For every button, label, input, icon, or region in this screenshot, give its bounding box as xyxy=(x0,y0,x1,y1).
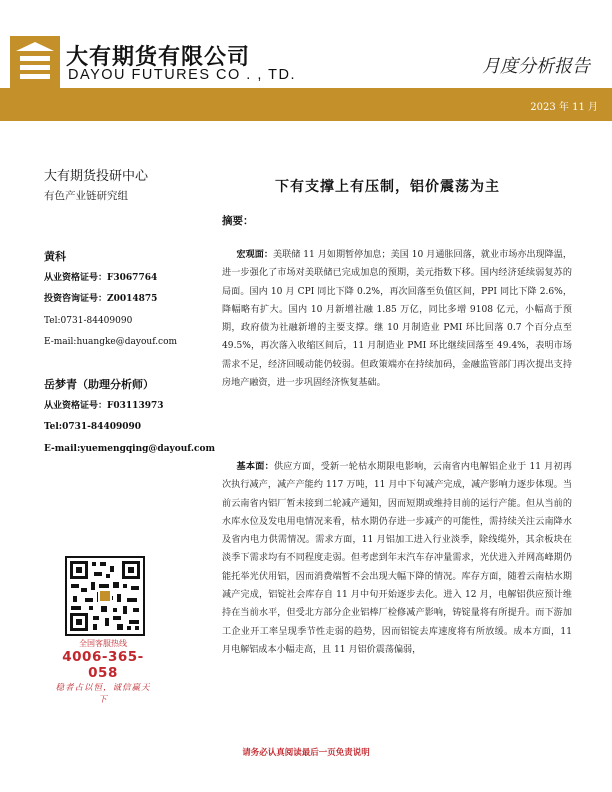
fundamental-text: 供应方面，受新一轮枯水期限电影响，云南省内电解铝企业于 11 月初再次执行减产，减产产能约 117 万吨，11 月中下旬减产完成，减产影响力逐步体现。当前云南省内铝厂暂未接到二轮减产通知，因而短期或维持目前的运行产能。但从当前的水库水位及发电用电情况来看，枯水期仍存进一步减产的可能性，需持续关注云南降水及省内电力供需情况。需求方面，11 月铝加工进入行业淡季，除线缆外，其余板块在淡季下需求均有不同程度走弱。但考虑到年末汽车存冲量需求，光伏进入并网高峰期仍能托举光伏用铝，因而消费端暂不会出现大幅下降的情况。库存方面，随着云南枯水期减产完成，铝锭社会库存自 11 月中旬开始逐步去化。进入 12 月，电解铝供应预计维持在当前水平，但受北方部分企业铝棒厂检修减产影响，铸锭量将有所提升。而下游加工企业开工率呈现季节性走弱的趋势，因而铝锭去库速度将有所放缓。成本方面，11 月电解铝成本小幅走高，且 11 月铝价震荡偏弱， xyxy=(222,462,572,655)
company-logo-icon xyxy=(10,36,60,88)
analyst-email[interactable]: E-mail:huangke@dayouf.com xyxy=(44,337,178,347)
analyst-name: 黄科 xyxy=(44,250,66,263)
macro-paragraph xyxy=(222,246,572,392)
summary-label: 摘要： xyxy=(222,215,254,227)
hotline-label: 全国客服热线 xyxy=(79,639,127,648)
fundamental-label: 基本面： xyxy=(236,461,274,472)
report-type: 月度分析报告 xyxy=(482,56,590,77)
research-center-name: 大有期货投研中心 xyxy=(44,169,149,184)
company-name-cn: 大有期货有限公司 xyxy=(66,45,251,70)
analyst-qualification: 从业资格证号：F3067764 xyxy=(44,272,158,283)
hotline-number: 4006-365-058 xyxy=(62,649,144,681)
header-band xyxy=(0,88,612,121)
analyst-consulting-id: 投资咨询证号：Z0014875 xyxy=(44,294,158,304)
disclaimer-link[interactable]: 请务必认真阅读最后一页免责说明 xyxy=(242,748,370,758)
qr-code-icon xyxy=(65,556,145,636)
analyst-tel: Tel:0731-84409090 xyxy=(44,422,142,432)
analyst-card xyxy=(44,374,215,460)
company-slogan: 稳者占以恒，诚信赢天下 xyxy=(55,683,151,705)
macro-text: 美联储 11 月如期暂停加息；美国 10 月通胀回落，就业市场亦出现降温，进一步强化了市场对美联储已完成加息的预期，美元指数下移。国内经济延续弱复苏的局面。国内 10 月 CPI 同比下降 0.2%，再次回落至负值区间，PPI 同比下降 2.6%，降幅略有扩大。国内 10 月新增社融 1.85 万亿，同比多增 9108 亿元，小幅高于预期，政府债为社融新增的主要支撑。继 10 月制造业 PMI 环比回落 0.7 个百分点至 49.5%，再次落入收缩区间后，11 月制造业 PMI 环比继续回落至 49.4%，表明市场需求不足，经济回暖动能仍较弱。但政策端亦在持续加码，金融监管部门再次提出支持房地产融资，进一步巩固经济恢复基础。 xyxy=(222,250,572,389)
macro-label: 宏观面： xyxy=(236,249,273,260)
company-name-en: DAYOU FUTURES CO . , TD. xyxy=(68,67,297,83)
research-group-name: 有色产业链研究组 xyxy=(44,190,128,202)
analyst-card xyxy=(44,246,177,354)
report-headline: 下有支撑上有压制，铝价震荡为主 xyxy=(275,179,500,195)
analyst-tel: Tel:0731-84409090 xyxy=(44,315,133,326)
analyst-email[interactable]: E-mail:yuemengqing@dayouf.com xyxy=(44,443,215,454)
fundamental-paragraph xyxy=(222,458,572,659)
analyst-name: 岳梦青（助理分析师） xyxy=(44,378,154,391)
analyst-qualification: 从业资格证号：F03113973 xyxy=(44,400,164,411)
report-date: 2023 年 11 月 xyxy=(530,102,598,113)
qr-block xyxy=(55,556,151,705)
